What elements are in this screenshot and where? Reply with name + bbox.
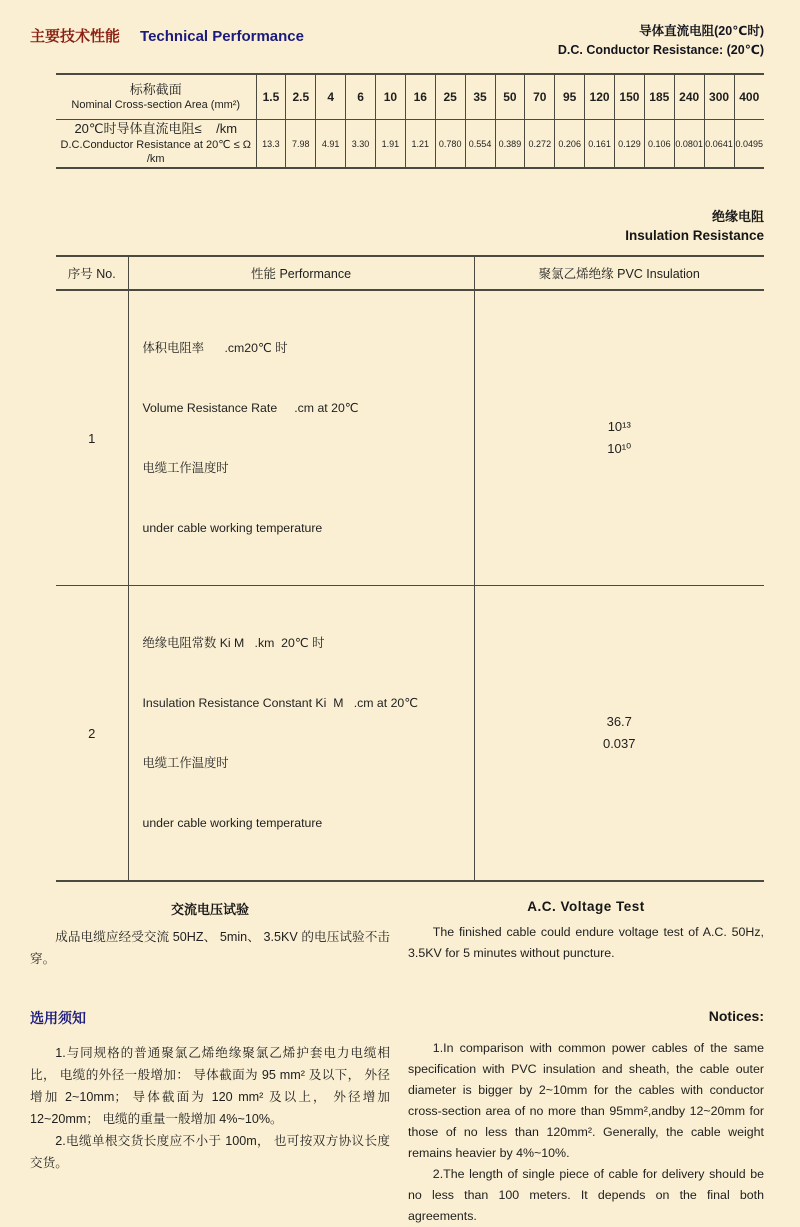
resistance-value: 4.91 [316, 120, 346, 169]
voltage-test-body-zh: 成品电缆应经受交流 50HZ、 5min、 3.5KV 的电压试验不击穿。 [30, 930, 390, 967]
resistance-value: 3.30 [346, 120, 376, 169]
insulation-value: 0.037 [602, 736, 636, 752]
voltage-test-heading-en: A.C. Voltage Test [527, 899, 645, 915]
notices-body-en [408, 1038, 764, 1227]
area-col: 95 [555, 74, 585, 120]
perf-line: Insulation Resistance Constant Ki M .cm at 20℃ [142, 696, 419, 711]
voltage-test-en-col [408, 899, 764, 970]
resistance-value: 0.0641 [704, 120, 734, 169]
area-col: 120 [585, 74, 615, 120]
row-number: 1 [56, 290, 128, 586]
resistance-value: 1.21 [405, 120, 435, 169]
resistance-value: 0.161 [585, 120, 615, 169]
dc-resistance-row-en: D.C.Conductor Resistance at 20℃ ≤ Ω /km [60, 138, 251, 166]
area-col: 1.5 [256, 74, 286, 120]
table-row [56, 586, 764, 882]
area-col: 25 [435, 74, 465, 120]
nominal-area-zh: 标称截面 [129, 81, 182, 97]
performance-cell [128, 290, 474, 586]
dc-resistance-heading [558, 22, 764, 60]
dc-resistance-heading-zh: 导体直流电阻(20℃时) [639, 24, 764, 38]
dc-resistance-header-cell [56, 120, 256, 169]
notices-body-zh [30, 1042, 390, 1174]
area-col: 35 [465, 74, 495, 120]
perf-line: Volume Resistance Rate .cm at 20℃ [142, 401, 359, 416]
notice-paragraph: 1.与同规格的普通聚氯乙烯绝缘聚氯乙烯护套电力电缆相比， 电缆的外径一般增加： 导体截面为 95 mm² 及以下， 外径增加 2~10mm； 导体截面为 120 mm² 及以上， 外径增加 12~20mm； 电缆的重量一般增加 4%~10%。 [30, 1046, 390, 1127]
area-col: 70 [525, 74, 555, 120]
page-title-zh: 主要技术性能 [30, 28, 121, 45]
insulation-value-cell [474, 290, 764, 586]
nominal-area-header-cell [56, 74, 256, 120]
notices-en-col [408, 1008, 764, 1227]
voltage-test-section [30, 899, 764, 970]
perf-line: 绝缘电阻常数 Ki M .km 20℃ 时 [142, 636, 325, 651]
insulation-resistance-table [56, 255, 764, 882]
insulation-value: 36.7 [606, 714, 632, 730]
perf-line: under cable working temperature [142, 816, 323, 831]
table-row [56, 290, 764, 586]
header-performance: 性能 Performance [128, 256, 474, 290]
page-title [30, 22, 304, 46]
resistance-value: 0.780 [435, 120, 465, 169]
insulation-heading-zh: 绝缘电阻 [711, 209, 764, 225]
page-title-en: Technical Performance [140, 28, 304, 45]
area-col: 240 [674, 74, 704, 120]
perf-line: under cable working temperature [142, 521, 323, 536]
table-row [56, 120, 764, 169]
notices-heading-zh: 选用须知 [30, 1010, 86, 1027]
resistance-value: 0.206 [555, 120, 585, 169]
nominal-area-en: Nominal Cross-section Area (mm²) [71, 99, 241, 112]
area-col: 16 [405, 74, 435, 120]
page-header [30, 22, 764, 60]
notices-section [30, 1008, 764, 1227]
resistance-value: 0.554 [465, 120, 495, 169]
perf-line: 体积电阻率 .cm20℃ 时 [142, 341, 288, 356]
area-col: 6 [346, 74, 376, 120]
dc-resistance-table [56, 73, 764, 169]
insulation-heading-en: Insulation Resistance [625, 228, 764, 244]
resistance-value: 0.272 [525, 120, 555, 169]
voltage-test-body-en: The finished cable could endure voltage test of A.C. 50Hz, 3.5KV for 5 minutes without puncture. [408, 925, 764, 961]
resistance-value: 7.98 [286, 120, 316, 169]
area-col: 50 [495, 74, 525, 120]
area-col: 10 [376, 74, 406, 120]
resistance-value: 0.129 [615, 120, 645, 169]
dc-resistance-row-zh: 20℃时导体直流电阻≤ /km [74, 121, 238, 136]
resistance-value: 0.0495 [734, 120, 764, 169]
row-number: 2 [88, 725, 96, 741]
notice-paragraph: 1.In comparison with common power cables of the same specification with PVC insulation and sheath, the cable outer diameter is bigger by 2~10mm for the cables with conductor cross-section area of no more than 95mm²,andby 12~20mm for those of no less than 120mm². Generally, the cable weight remains heavier by 4%~10%. [408, 1041, 764, 1161]
insulation-value: 10¹³ [607, 419, 631, 435]
notice-paragraph: 2.The length of single piece of cable for delivery should be no less than 100 meters. It depends on the final both agreements. [408, 1167, 764, 1224]
area-col: 300 [704, 74, 734, 120]
area-col: 185 [644, 74, 674, 120]
insulation-value-cell [474, 586, 764, 882]
performance-cell [128, 586, 474, 882]
voltage-test-zh-col [30, 899, 390, 970]
table-row [56, 74, 764, 120]
perf-line: 电缆工作温度时 [142, 461, 229, 476]
header-no: 序号 No. [56, 256, 128, 290]
resistance-value: 0.106 [644, 120, 674, 169]
area-col: 2.5 [286, 74, 316, 120]
notices-heading-en: Notices: [708, 1008, 764, 1025]
resistance-value: 0.0801 [674, 120, 704, 169]
dc-resistance-heading-en: D.C. Conductor Resistance: (20℃) [557, 43, 764, 57]
notice-paragraph: 2.电缆单根交货长度应不小于 100m， 也可按双方协议长度交货。 [30, 1134, 390, 1171]
area-col: 400 [734, 74, 764, 120]
table-row [56, 256, 764, 290]
resistance-value: 0.389 [495, 120, 525, 169]
area-col: 4 [316, 74, 346, 120]
insulation-value: 10¹⁰ [607, 441, 632, 457]
area-col: 150 [615, 74, 645, 120]
resistance-value: 13.3 [256, 120, 286, 169]
insulation-resistance-heading [30, 207, 764, 245]
perf-line: 电缆工作温度时 [142, 756, 229, 771]
header-insulation: 聚氯乙烯绝缘 PVC Insulation [474, 256, 764, 290]
voltage-test-heading-zh: 交流电压试验 [170, 902, 249, 918]
resistance-value: 1.91 [376, 120, 406, 169]
notices-zh-col [30, 1008, 390, 1227]
